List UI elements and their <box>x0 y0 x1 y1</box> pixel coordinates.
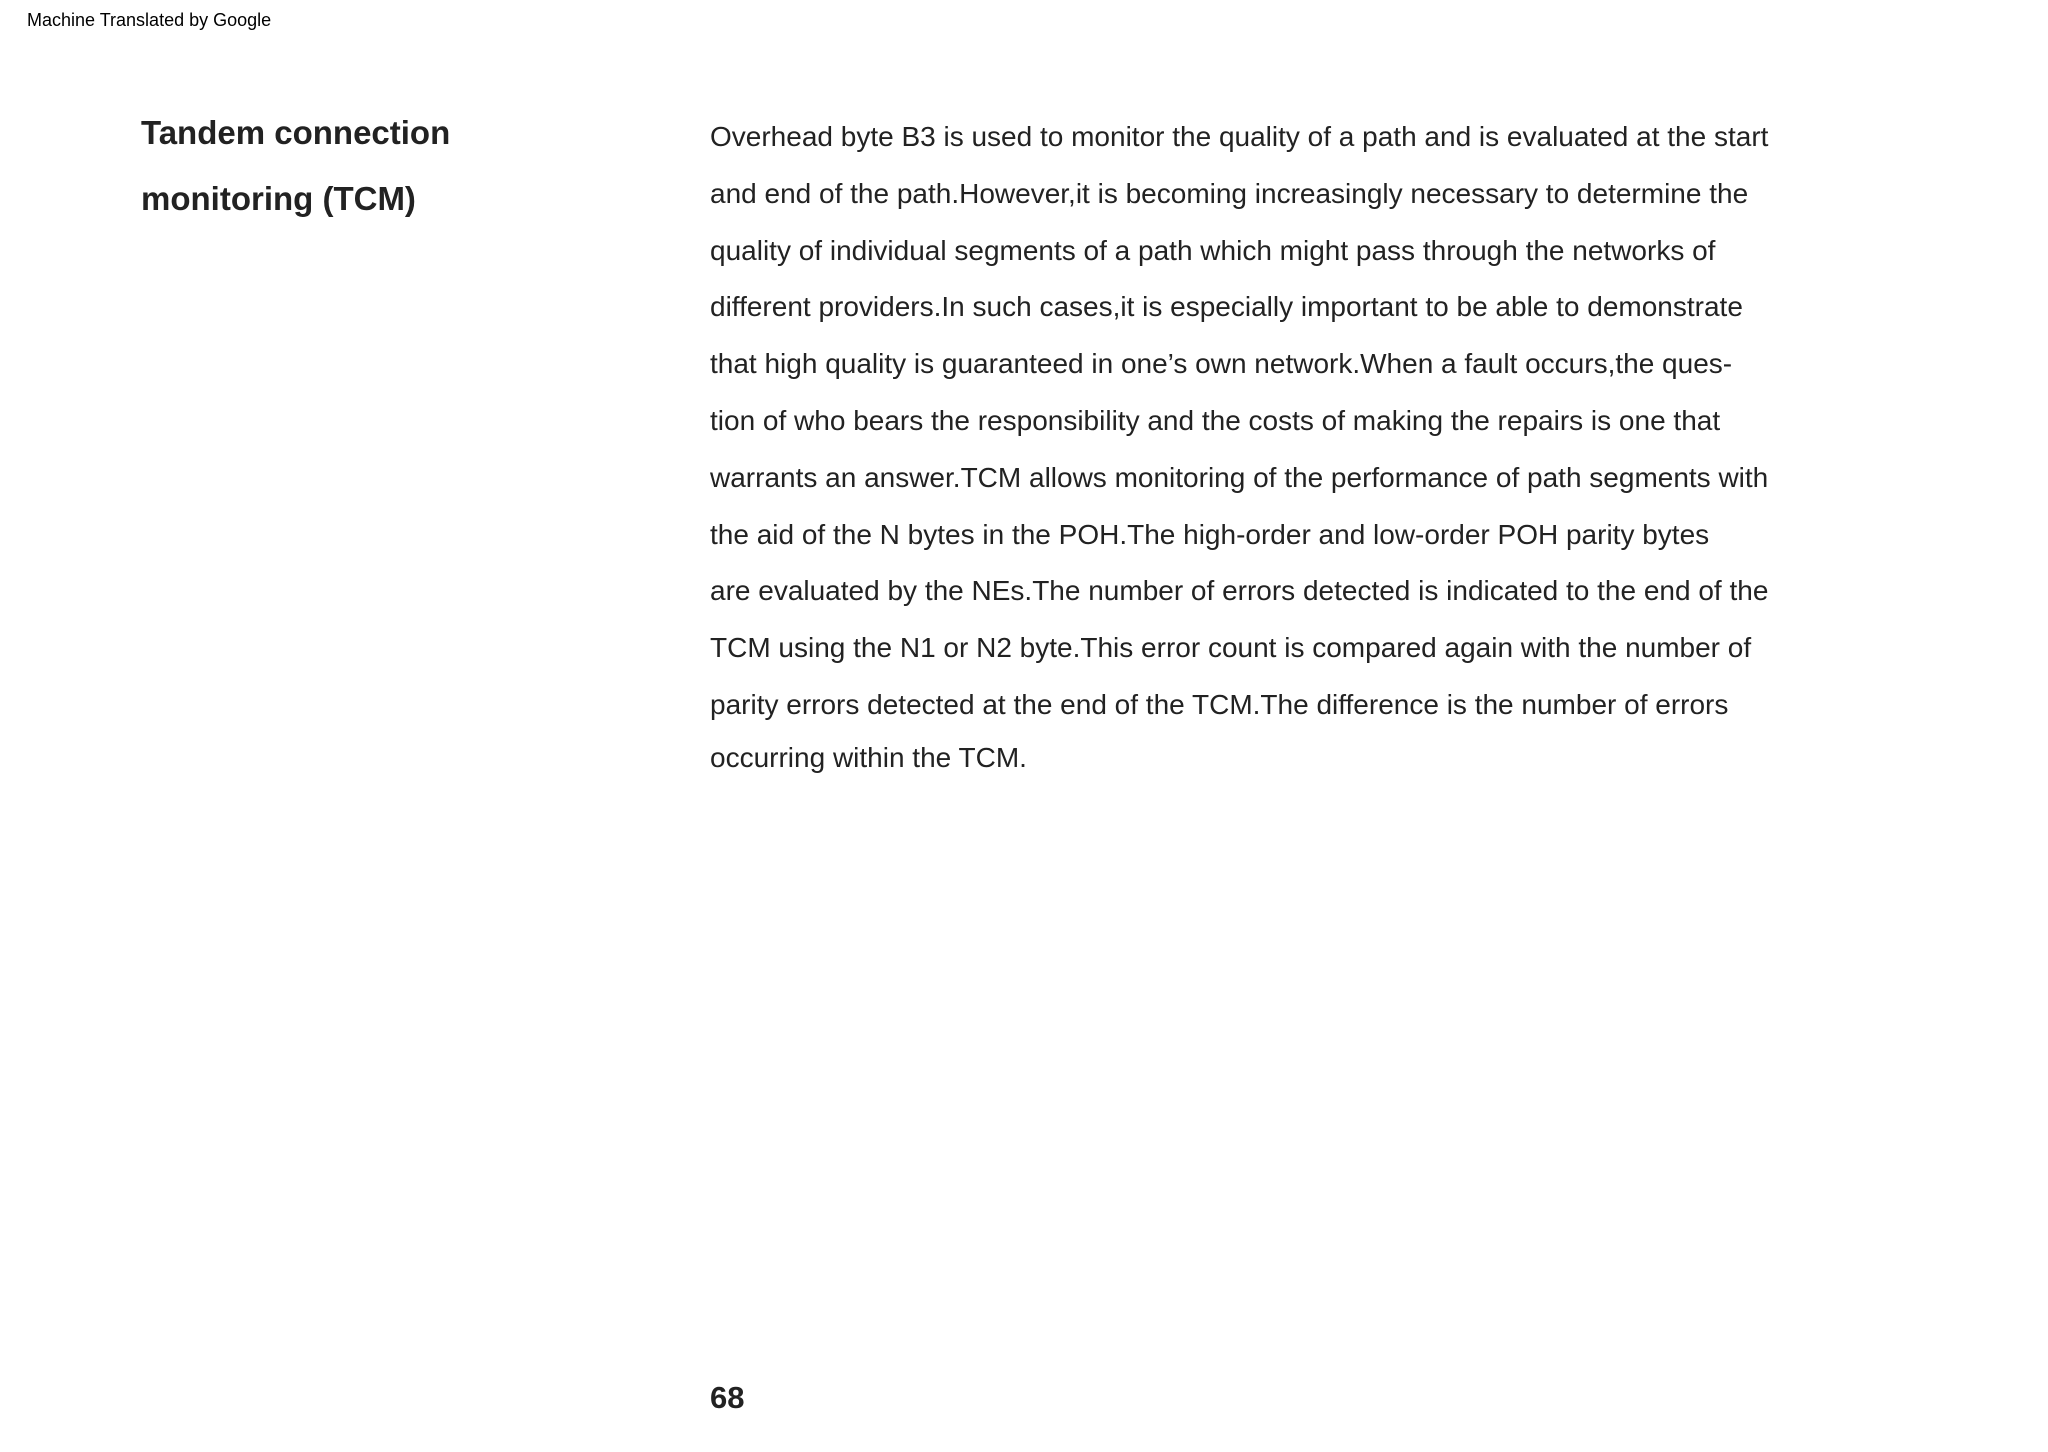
section-heading <box>141 100 661 232</box>
paragraph-line: and end of the path.However,it is becoming increasingly necessary to determine the <box>710 177 1749 209</box>
paragraph-line: warrants an answer.TCM allows monitoring of the performance of path segments with <box>710 461 1769 493</box>
page-number: 68 <box>710 1380 745 1415</box>
paragraph-line: are evaluated by the NEs.The number of errors detected is indicated to the end of the <box>710 575 1769 607</box>
body-paragraph <box>710 109 2010 780</box>
paragraph-line: TCM using the N1 or N2 byte.This error count is compared again with the number of <box>710 632 1752 664</box>
paragraph-line: the aid of the N bytes in the POH.The high-order and low-order POH parity bytes <box>710 518 1710 550</box>
paragraph-line: different providers.In such cases,it is especially important to be able to demonstrate <box>710 291 1743 323</box>
paragraph-line: quality of individual segments of a path which might pass through the networks of <box>710 234 1716 266</box>
paragraph-line: Overhead byte B3 is used to monitor the quality of a path and is evaluated at the start <box>710 121 1769 152</box>
section-heading-line: Tandem connection <box>141 114 451 151</box>
paragraph-line: parity errors detected at the end of the TCM.The difference is the number of errors <box>710 688 1729 720</box>
paragraph-line: occurring within the TCM. <box>710 741 1027 773</box>
machine-translation-note: Machine Translated by Google <box>27 10 272 30</box>
section-heading-line: monitoring (TCM) <box>141 180 416 217</box>
paragraph-line: that high quality is guaranteed in one’s own network.When a fault occurs,the ques- <box>710 348 1733 380</box>
paragraph-line: tion of who bears the responsibility and the costs of making the repairs is one that <box>710 404 1721 436</box>
